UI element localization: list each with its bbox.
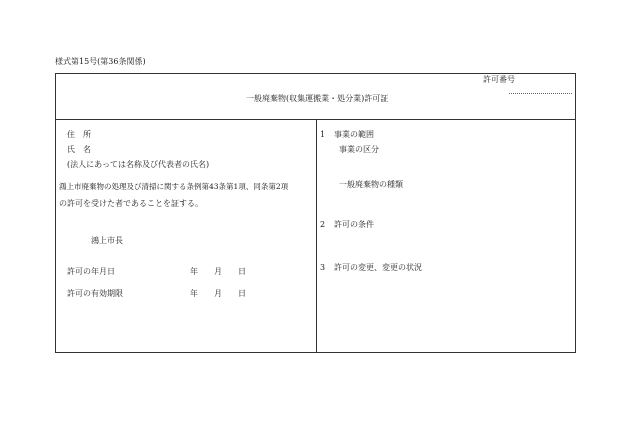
form-number-label: 様式第15号(第36条関係)	[55, 57, 146, 66]
validity-month: 月	[214, 289, 222, 298]
permit-form	[55, 73, 576, 353]
permit-date-year: 年	[190, 267, 198, 276]
item2-number: 2	[320, 220, 326, 229]
permit-date-day: 日	[238, 267, 246, 276]
validity-label: 許可の有効期限	[67, 289, 123, 298]
name-label: 氏 名	[67, 145, 91, 154]
waste-type-label: 一般廃棄物の種類	[339, 180, 403, 189]
corporation-note: (法人にあっては名称及び代表者の氏名)	[67, 160, 210, 169]
item1-number: 1	[320, 130, 326, 139]
validity-year: 年	[190, 289, 198, 298]
permit-date-label: 許可の年月日	[67, 267, 115, 276]
business-scope-label: 事業の範囲	[334, 130, 374, 139]
permit-number-label: 許可番号	[483, 75, 515, 84]
permit-date-month: 月	[214, 267, 222, 276]
column-divider	[316, 119, 317, 352]
certification-text-line2: の許可を受けた者であることを証する。	[59, 199, 203, 208]
business-category-label: 事業の区分	[339, 145, 379, 154]
permit-changes-label: 許可の変更、変更の状況	[334, 263, 422, 272]
permit-conditions-label: 許可の条件	[334, 220, 374, 229]
document-title: 一般廃棄物(収集運搬業・処分業)許可証	[246, 94, 389, 103]
address-label: 住 所	[67, 130, 91, 139]
validity-day: 日	[238, 289, 246, 298]
permit-number-field	[509, 93, 572, 94]
item3-number: 3	[320, 263, 326, 272]
certification-text-line1: 鴻上市廃棄物の処理及び清掃に関する条例第43条第1項、同条第2項	[59, 182, 289, 191]
mayor-label: 鴻上市長	[91, 236, 123, 245]
